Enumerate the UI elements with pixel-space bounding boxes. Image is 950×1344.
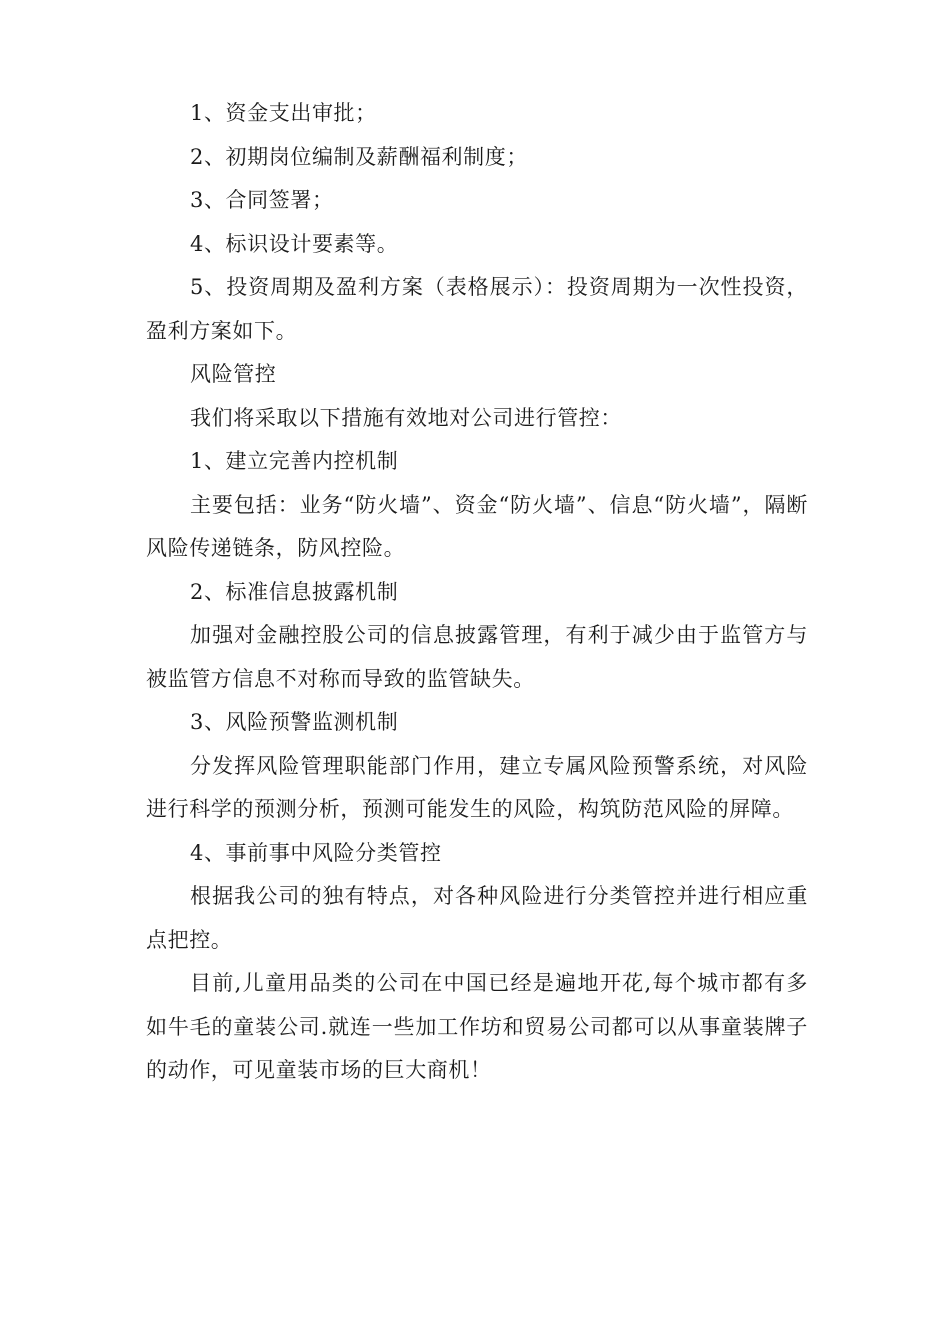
list-item-logo-design: 4、标识设计要素等。 xyxy=(190,231,399,256)
subheading-early-warning: 3、风险预警监测机制 xyxy=(190,710,399,734)
section-heading-risk-control: 风险管控 xyxy=(190,362,277,386)
paragraph-disclosure: 加强对金融控股公司的信息披露管理，有利于减少由于监管方与被监管方信息不对称而导致的监管缺失。 xyxy=(146,623,808,691)
paragraph-intro: 我们将采取以下措施有效地对公司进行管控： xyxy=(190,405,622,430)
subheading-classification: 4、事前事中风险分类管控 xyxy=(190,840,442,865)
list-item-staffing: 2、初期岗位编制及薪酬福利制度； xyxy=(190,144,528,169)
list-item-contract: 3、合同签署； xyxy=(190,188,334,212)
paragraph-early-warning: 分发挥风险管理职能部门作用，建立专属风险预警系统，对风险进行科学的预测分析，预测可能发生的风险，构筑防范风险的屏障。 xyxy=(146,753,808,821)
paragraph-classification: 根据我公司的独有特点，对各种风险进行分类管控并进行相应重点把控。 xyxy=(146,884,808,952)
paragraph-market: 目前,儿童用品类的公司在中国已经是遍地开花,每个城市都有多如牛毛的童装公司.就连一些加工作坊和贸易公司都可以从事童装牌子的动作，可见童装市场的巨大商机！ xyxy=(146,971,808,1082)
list-item-approval: 1、资金支出审批； xyxy=(190,101,377,125)
list-item-investment-cycle: 5、投资周期及盈利方案（表格展示）：投资周期为一次性投资，盈利方案如下。 xyxy=(146,275,808,343)
subheading-disclosure: 2、标准信息披露机制 xyxy=(190,579,399,604)
document-page xyxy=(146,92,808,1093)
paragraph-firewall: 主要包括：业务“防火墙”、资金“防火墙”、信息“防火墙”，隔断风险传递链条，防风控险。 xyxy=(146,492,808,560)
subheading-internal-control: 1、建立完善内控机制 xyxy=(190,449,399,473)
